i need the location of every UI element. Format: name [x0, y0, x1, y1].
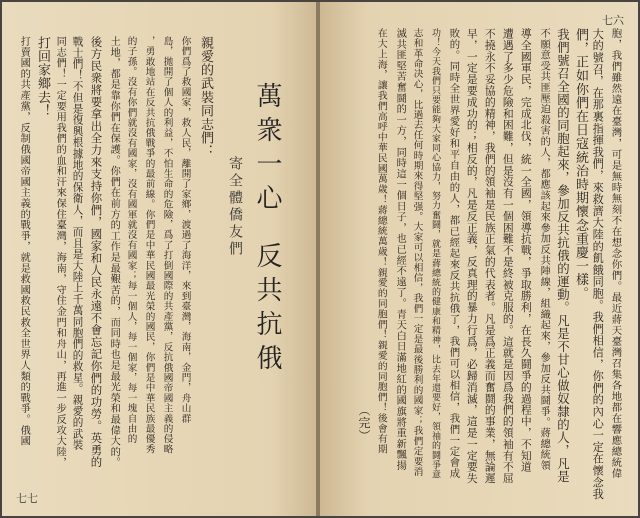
text-column: 志和革命决心，比過去任何時期來得堅强。大家可以相信，我們一定是最後勝利的國家；我們定要消	[411, 28, 423, 477]
end-mark: （完）	[357, 404, 371, 442]
right-page-number: 七六	[602, 14, 624, 27]
text-column: 打賣國的共產黨，反制俄國帝國主義的戰爭，就是救國救民救全世界人類的戰爭。俄國	[18, 36, 30, 447]
left-page-number: 七七	[16, 492, 38, 505]
text-column: 你們爲了救國家，救人民，離開了家鄉，渡過了海洋，來到臺灣，海南，金門，舟山群	[179, 36, 191, 424]
text-column: 滅共匪堅苦奮鬪的一方，同時這一個日子，也已經不遠了。青天白日滿地紅的國旗將重新飄揚	[394, 28, 406, 471]
text-column: 早，一定是要成功的；相反的，凡是反正義，反真理的暴力行爲，必歸消滅，這是一定要失	[465, 28, 479, 484]
text-column: 敗的。同時全世界愛好和平自由的人，都已經起來反共抗俄了，我們可以相信，我們一定會成	[447, 28, 460, 479]
text-column: 不願意受共匪壓迫殺害的人，都應該起來參加反共陣線，組織起來，參加反共鬪爭。蔣總統領	[538, 28, 550, 471]
text-column: 們，正如你們在日寇統治時期懷念重慶一樣。	[573, 28, 588, 300]
text-column: 戰士們！不但是復興根據地的保衛人，而且是大陸上千萬同胞們的救星。親愛的武裝	[71, 36, 84, 451]
text-column: 島，拋開了個人的利益，不怕生命的危險，爲了打倒國際的共產黨，反抗俄國帝國主義的侵略	[161, 36, 173, 455]
text-column: 在大上海，讓我們高呼中華民國萬歲！蔣總統萬歲！親愛的同胞們！親愛的同胞們！後會有期	[375, 28, 387, 455]
text-column: ，勇敢地站在反共抗俄戰爭的最前線。你們是中華民國最光榮的國民，你們是中華民族最優秀	[143, 36, 155, 455]
text-column: 遭遇了多少危險和困難，但是沒有一個困難不是終被克服的。這就是因爲我們的領袖有不屈	[501, 28, 515, 484]
article-byline: 寄全體僑友們	[227, 156, 243, 258]
text-column: 打回家鄉去！	[35, 36, 50, 118]
text-column: 同志們！一定要用我們的血和汗來保住臺灣，海南，守住金門和舟山，再進一步反攻大陸，	[54, 36, 66, 468]
text-column: 親愛的武裝同志們：	[198, 36, 213, 159]
text-column: 後方民衆將要拿出全力來支持你們，國家和人民永遠不會忘記你們的功勞。英勇的	[89, 36, 104, 468]
text-column: 不撓永不妥協的精神，我們的領袖是民族正氣的代表者。凡是爲正義而奮鬪的事業，無論遲	[483, 28, 497, 484]
article-title-part2: 反共抗俄	[252, 242, 282, 378]
book-spread	[2, 2, 638, 516]
text-column: 的子孫。沒有你們就沒有國家，沒有國軍就沒有國家；每一個人，每一個家，每一塊自由的	[125, 36, 137, 444]
left-page	[2, 2, 318, 516]
text-column: 功！今天我們只要能夠大家同心協力，努力奮鬪，就是蔣總統的健康和精神，比去年還要好，領袖的鬪爭意	[430, 28, 440, 480]
text-column: 土地，都是靠你們在保護。你們在前方的工作是最艱苦的，而同時也是最光榮和最偉大的。	[108, 36, 120, 468]
article-title-part1: 萬衆一心	[252, 82, 282, 218]
text-column: 我們號召全國的同胞起來，參加反共抗俄的運動。凡是不甘心做奴隸的人，凡是	[555, 28, 571, 483]
text-column: 胞，我們雖然遠在臺灣，可是無時無刻不在想念你們。最近蔣天臺灣召集各地都在響應總統偉	[609, 28, 622, 479]
text-column: 導全國軍民，完成北伐，統一全國，領導抗戰，爭取勝利，在長久鬪爭的過程中，不知道	[519, 28, 533, 473]
text-column: 大的號召，在那裏指揮我們，來救濟大陸的飢餓同胞。我們相信，你們的內心一定在懷念我	[591, 28, 605, 500]
right-page	[320, 2, 638, 516]
